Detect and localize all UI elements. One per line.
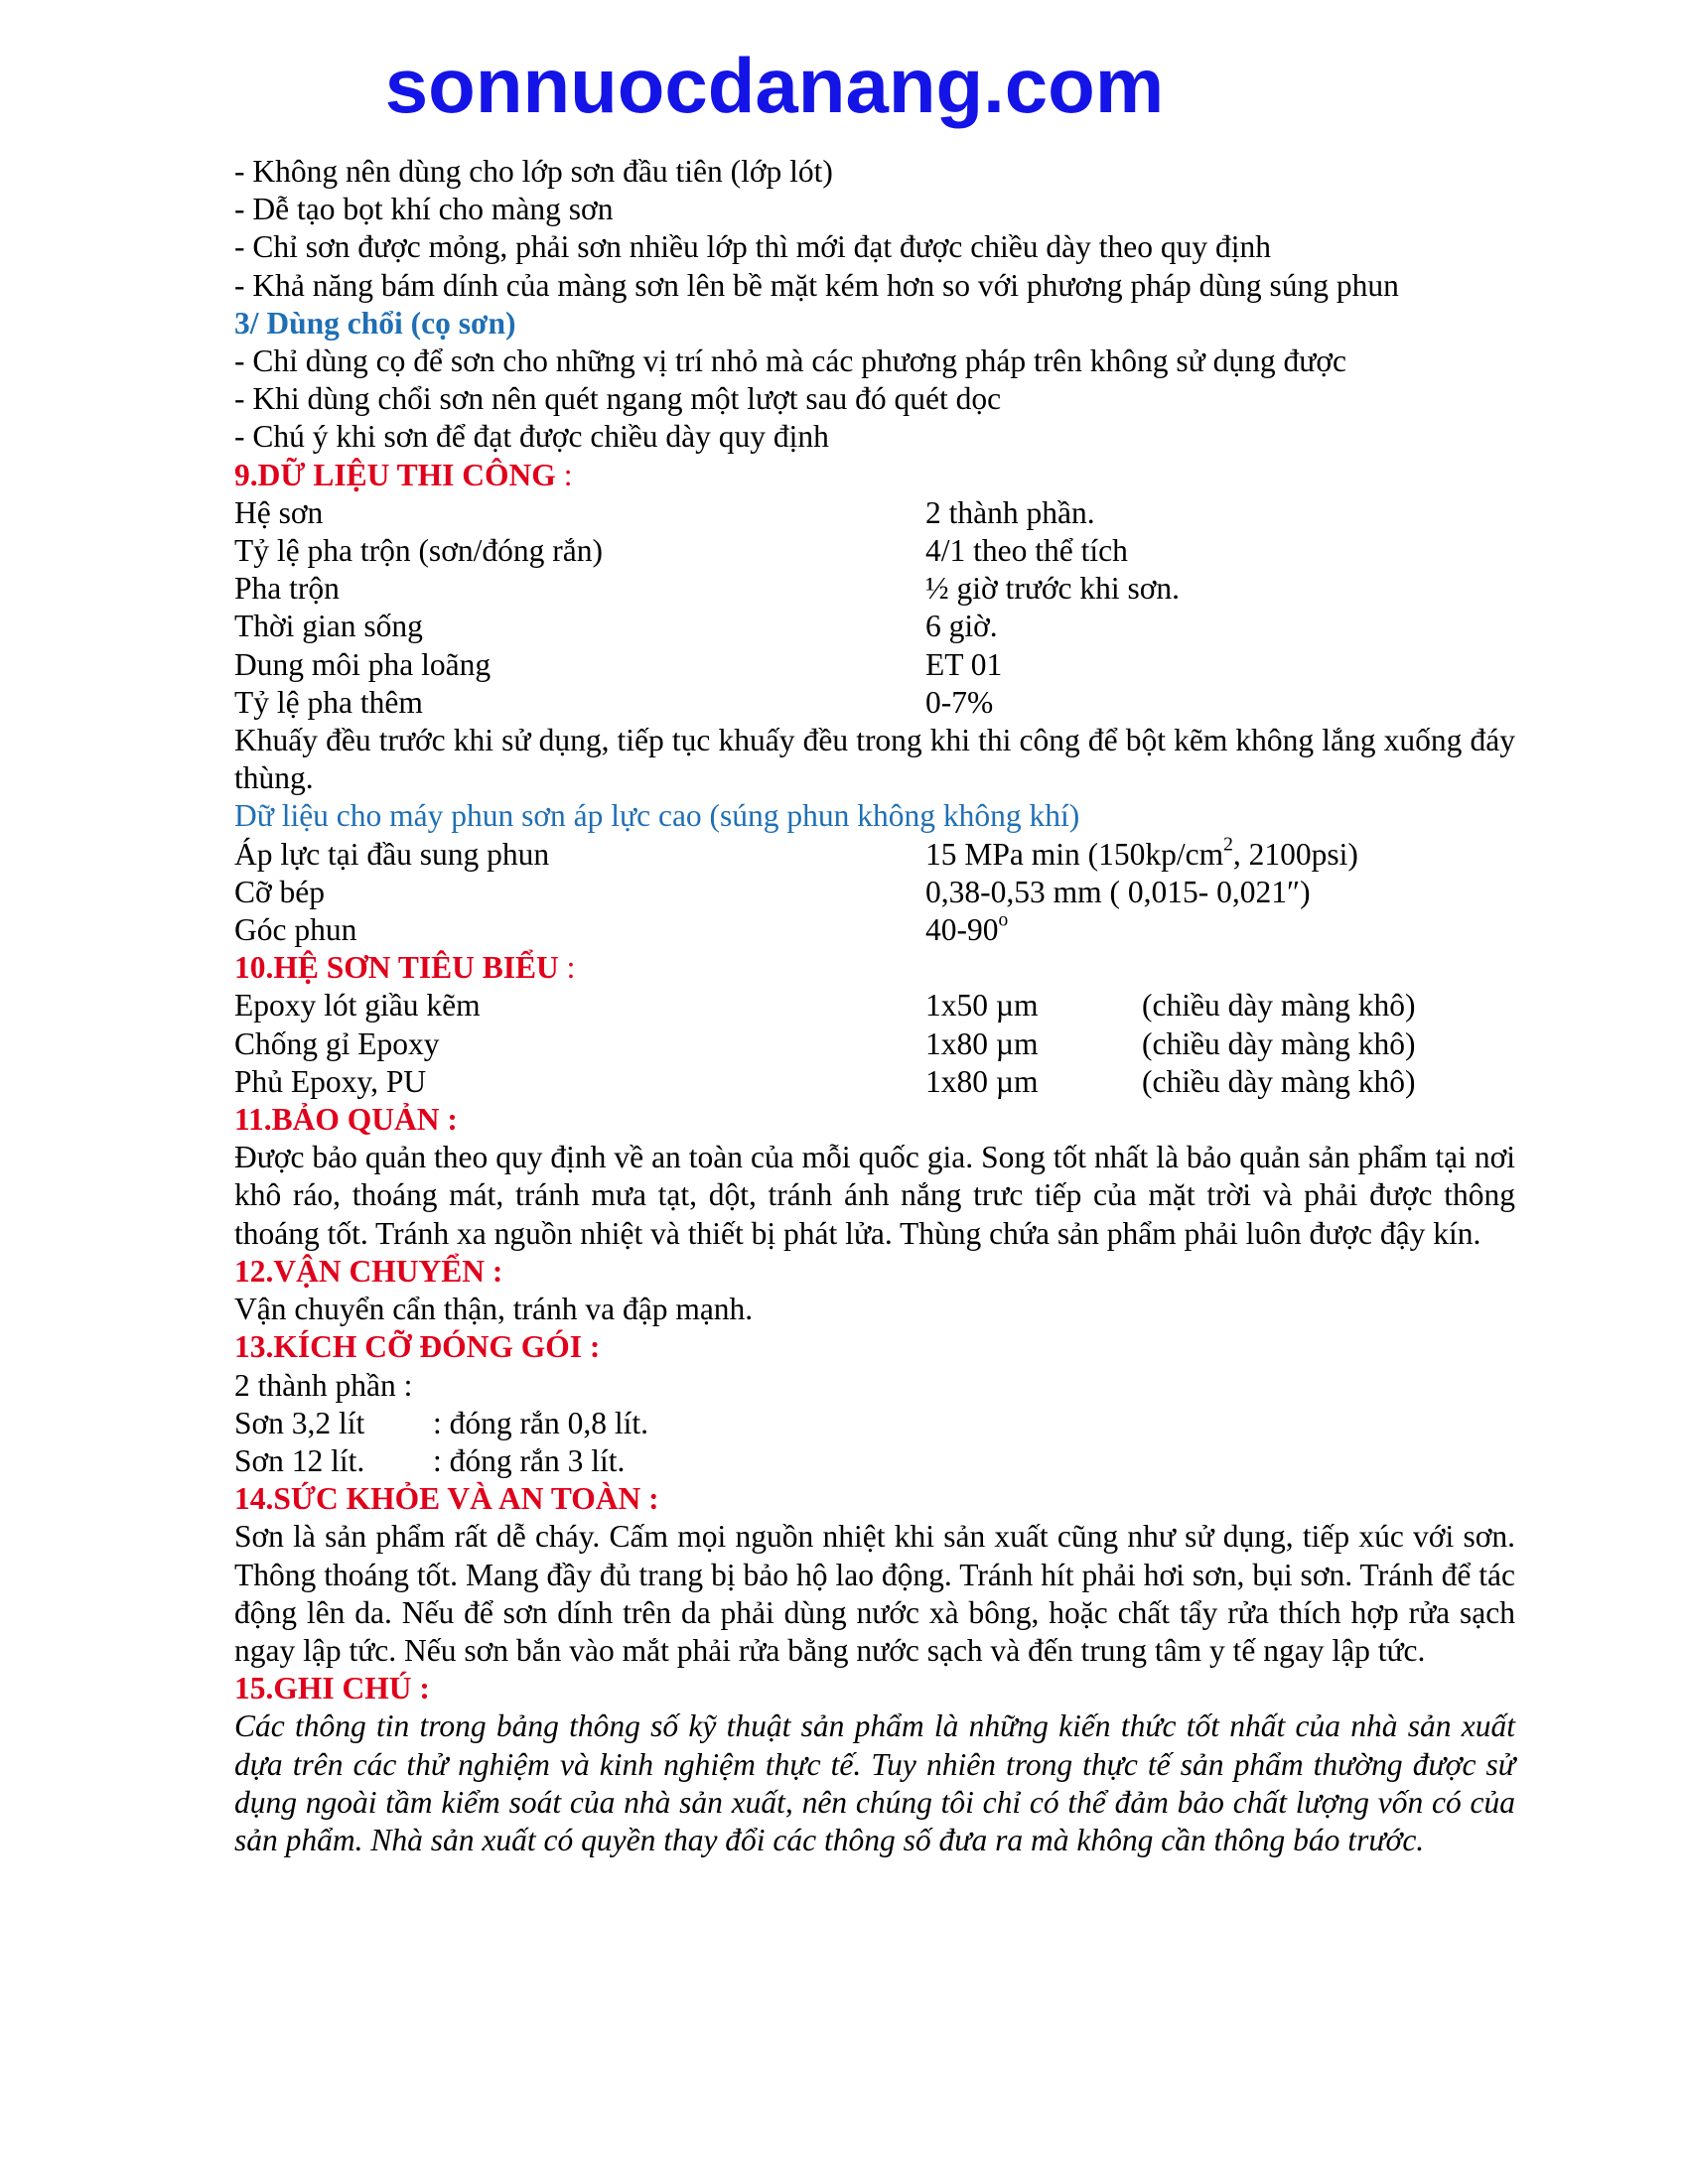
roller-cons-list [234,153,1515,305]
transport-text: Vận chuyển cẩn thận, tránh va đập mạnh. [234,1292,754,1327]
table-row: Tỷ lệ pha thêm 0-7% [234,684,994,720]
list-item: - Dễ tạo bọt khí cho màng sơn [234,192,614,227]
storage-text: Được bảo quản theo quy định về an toàn của mỗi quốc gia. Song tốt nhất là bảo quản sản phẩm tại nơi khô ráo, thoáng mát, tránh mưa tạt, dột, tránh ánh nắng trưc tiếp của mặt trời và phải được thông thoáng tốt. Tránh xa nguồn nhiệt và thiết bị phát lửa. Thùng chứa sản phẩm phải luôn được đậy kín. [234,1140,1515,1251]
table-row: Cỡ bép 0,38-0,53 mm ( 0,015- 0,021″) [234,874,1311,909]
section-11-heading: 11.BẢO QUẢN : [234,1102,458,1138]
document-body [234,153,1515,1859]
table-row: Epoxy lót giầu kẽm 1x50 µm (chiều dày màng khô) [234,988,1416,1024]
notes-text: Các thông tin trong bảng thông số kỹ thuật sản phẩm là những kiến thức tốt nhất của nhà sản xuất dựa trên các thử nghiệm và kinh nghiệm thực tế. Tuy nhiên trong thực tế sản phẩm thường được sử dụng ngoài tầm kiểm soát của nhà sản xuất, nên chúng tôi chỉ có thể đảm bảo chất lượng vốn có của sản phẩm. Nhà sản xuất có quyền thay đổi các thông số đưa ra mà không cần thông báo trước. [234,1708,1515,1857]
table-row: Phủ Epoxy, PU 1x80 µm (chiều dày màng khô) [234,1063,1416,1099]
list-item: - Khi dùng chổi sơn nên quét ngang một lượt sau đó quét dọc [234,381,1002,417]
list-item: - Chỉ dùng cọ để sơn cho những vị trí nhỏ mà các phương pháp trên không sử dụng được [234,343,1346,379]
site-title: sonnuocdanang.com [384,42,1165,129]
list-item: - Không nên dùng cho lớp sơn đầu tiên (lớp lót) [234,154,833,189]
table-row: Góc phun 40-90$^o$ [234,909,1009,948]
brush-heading: 3/ Dùng chổi (cọ sơn) [234,305,516,341]
table-row: Pha trộn ½ giờ trước khi sơn. [234,571,1181,607]
section-10-heading: 10.HỆ SƠN TIÊU BIỂU : [234,950,576,986]
list-item: - Chú ý khi sơn để đạt được chiều dày quy định [234,419,829,455]
section-14-heading: 14.SỨC KHỎE VÀ AN TOÀN : [234,1481,659,1517]
section-12-heading: 12.VẬN CHUYỂN : [234,1253,503,1289]
table-row: Áp lực tại đầu sung phun 15 MPa $\min (150kp/cm^2$, 2100psi) [234,834,1358,872]
safety-text: Sơn là sản phẩm rất dễ cháy. Cấm mọi nguồn nhiệt khi sản xuất cũng như sử dụng, tiếp xúc với sơn. Thông thoáng tốt. Mang đầy đủ trang bị bảo hộ lao động. Tránh hít phải hơi sơn, bụi sơn. Tránh để tác động lên da. Nếu để sơn dính trên da phải dùng nước xà bông, hoặc chất tẩy rửa thích hợp rửa sạch ngay lập tức. Nếu sơn bắn vào mắt phải rửa bằng nước sạch và đến trung tâm y tế ngay lập tức. [234,1519,1515,1668]
table-row: Thời gian sống 6 giờ. [234,609,998,644]
packaging-intro: 2 thành phần : [234,1367,413,1403]
application-data-table [234,494,1515,722]
section-13-heading: 13.KÍCH CỠ ĐÓNG GÓI : [234,1329,601,1365]
table-row: Tỷ lệ pha trộn (sơn/đóng rắn) 4/1 theo thể tích [234,533,1128,569]
section-9-heading: 9.DỮ LIỆU THI CÔNG : [234,457,573,492]
packaging-row: Sơn 3,2 lít : đóng rắn 0,8 lít. [234,1405,648,1440]
list-item: - Chỉ sơn được mỏng, phải sơn nhiều lớp thì mới đạt được chiều dày theo quy định [234,229,1271,265]
list-item: - Khả năng bám dính của màng sơn lên bề mặt kém hơn so với phương pháp dùng súng phun [234,267,1399,303]
brush-list [234,342,1515,457]
table-row: Dung môi pha loãng ET 01 [234,646,1003,682]
airless-heading: Dữ liệu cho máy phun sơn áp lực cao (súng phun không không khí) [234,798,1080,834]
table-row: Hệ sơn 2 thành phần. [234,494,1095,530]
paint-system-table [234,987,1515,1101]
section-15-heading: 15.GHI CHÚ : [234,1671,430,1706]
airless-table [234,836,1515,950]
packaging-row: Sơn 12 lít. : đóng rắn 3 lít. [234,1442,626,1478]
table-row: Chống gỉ Epoxy 1x80 µm (chiều dày màng khô) [234,1025,1416,1061]
stir-note: Khuấy đều trước khi sử dụng, tiếp tục khuấy đều trong khi thi công để bột kẽm không lắng xuống đáy thùng. [234,723,1515,796]
